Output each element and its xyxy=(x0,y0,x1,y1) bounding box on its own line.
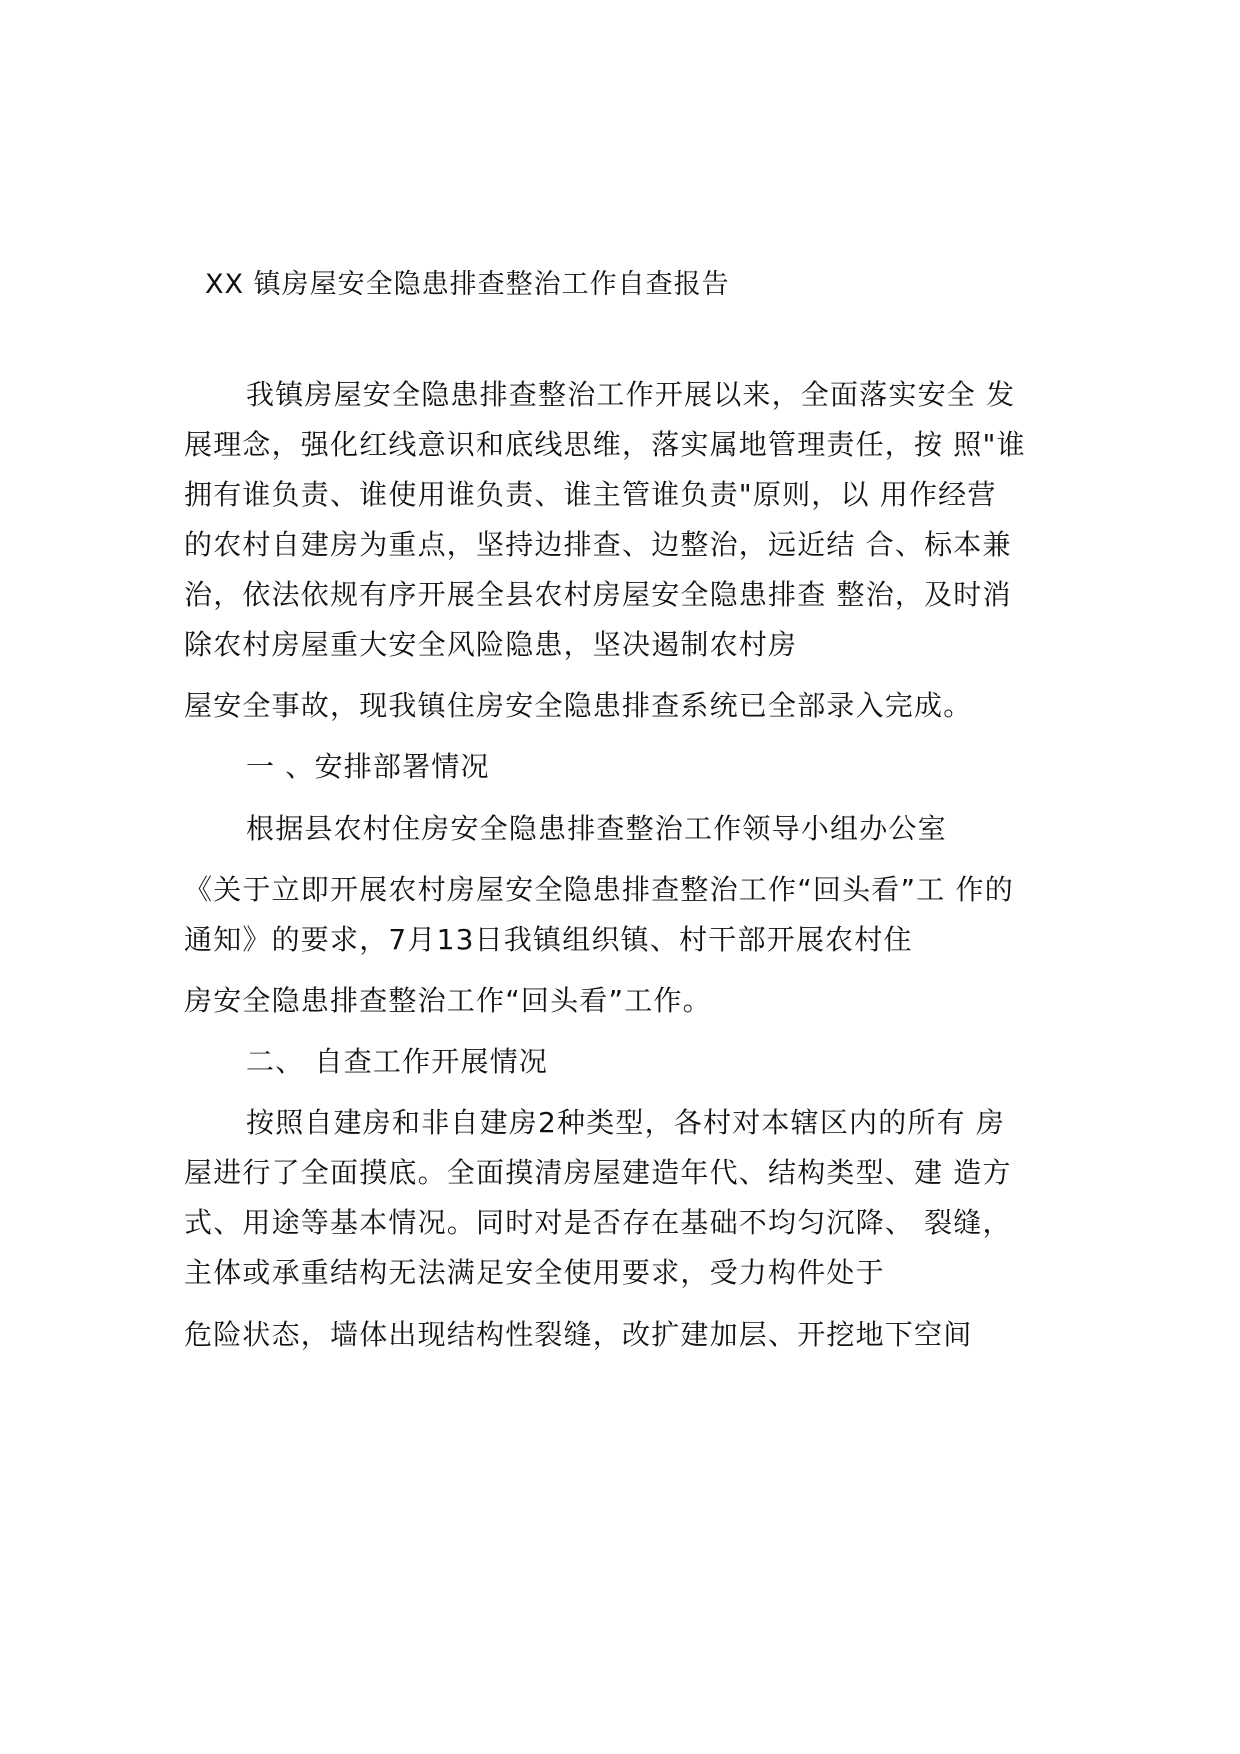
paragraph-line: 屋进行了全面摸底。全面摸清房屋建造年代、结构类型、建 造方 xyxy=(184,1156,1012,1189)
paragraph-line: 除农村房屋重大安全风险隐患，坚决遏制农村房 xyxy=(184,628,798,661)
paragraph-line: 按照自建房和非自建房2种类型，各村对本辖区内的所有 房 xyxy=(246,1106,1006,1139)
paragraph-line: 式、用途等基本情况。同时对是否存在基础不均匀沉降、 裂缝， xyxy=(184,1206,1012,1239)
paragraph-line: 房安全隐患排查整治工作“回头看”工作。 xyxy=(184,984,712,1017)
paragraph-line: 危险状态，墙体出现结构性裂缝，改扩建加层、开挖地下空间 xyxy=(184,1318,973,1351)
paragraph-line: 《关于立即开展农村房屋安全隐患排查整治工作“回头看”工 作的 xyxy=(184,873,1014,906)
section-heading-2: 二、 自查工作开展情况 xyxy=(246,1045,549,1078)
paragraph-line: 展理念，强化红线意识和底线思维，落实属地管理责任，按 照"谁 xyxy=(184,428,1026,461)
paragraph-line: 主体或承重结构无法满足安全使用要求，受力构件处于 xyxy=(184,1256,885,1289)
paragraph-line: 根据县农村住房安全隐患排查整治工作领导小组办公室 xyxy=(246,812,947,845)
paragraph-line: 的农村自建房为重点，坚持边排查、边整治，远近结 合、标本兼 xyxy=(184,528,1012,561)
document-title: XX 镇房屋安全隐患排查整治工作自查报告 xyxy=(205,269,730,300)
paragraph-line: 我镇房屋安全隐患排查整治工作开展以来，全面落实安全 发 xyxy=(246,378,1016,411)
paragraph-line: 屋安全事故，现我镇住房安全隐患排查系统已全部录入完成。 xyxy=(184,689,973,722)
paragraph-line: 治，依法依规有序开展全县农村房屋安全隐患排查 整治，及时消 xyxy=(184,578,1012,611)
paragraph-line: 拥有谁负责、谁使用谁负责、谁主管谁负责"原则，以 用作经营 xyxy=(184,478,997,511)
paragraph-line: 通知》的要求，7月13日我镇组织镇、村干部开展农村住 xyxy=(184,923,913,956)
section-heading-1: 一 、安排部署情况 xyxy=(246,750,490,783)
